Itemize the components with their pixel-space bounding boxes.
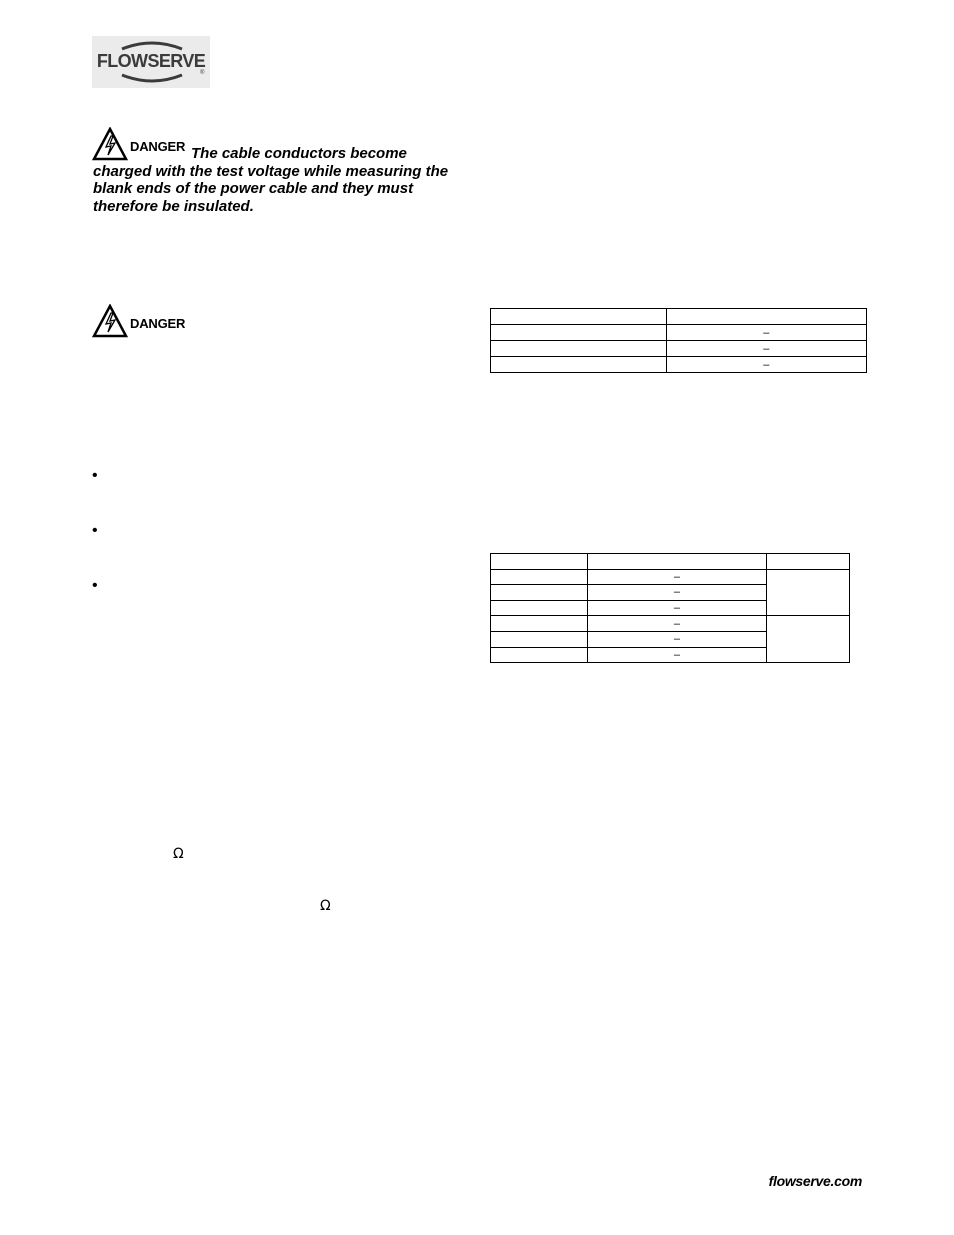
table-2-header-cell <box>767 554 850 570</box>
table-cell <box>491 569 588 585</box>
table-cell <box>666 357 866 373</box>
table-cell <box>666 325 866 341</box>
bullet-3: • <box>92 577 98 594</box>
table-2-header-cell <box>587 554 767 570</box>
table-1-header-cell <box>491 309 667 325</box>
merged-cell <box>767 569 850 616</box>
table-row <box>491 616 850 632</box>
table-cell <box>587 600 767 616</box>
table-1 <box>490 308 867 373</box>
merged-cell <box>767 616 850 663</box>
table-cell <box>666 341 866 357</box>
danger-label-2: DANGER <box>130 316 186 331</box>
dash-mark: – <box>763 342 770 355</box>
table-cell <box>587 631 767 647</box>
high-voltage-warning-icon <box>92 304 128 338</box>
bullet-2: • <box>92 522 98 539</box>
footer-website[interactable]: flowserve.com <box>768 1173 862 1189</box>
table-cell <box>491 341 667 357</box>
dash-mark: – <box>673 586 681 599</box>
warning-line-1: The cable conductors become <box>191 145 407 162</box>
table-cell <box>491 585 588 601</box>
table-cell <box>587 569 767 585</box>
table-1-header-cell <box>666 309 866 325</box>
table-cell <box>491 600 588 616</box>
dash-mark: – <box>763 358 770 371</box>
table-2 <box>490 553 850 663</box>
dash-mark: – <box>673 602 681 615</box>
dash-mark: – <box>673 648 681 661</box>
bullet-1: • <box>92 467 98 484</box>
table-row <box>491 357 867 373</box>
table-cell <box>587 585 767 601</box>
table-row <box>491 325 867 341</box>
table-row <box>491 341 867 357</box>
danger-warning-2 <box>92 304 128 343</box>
dash-mark: – <box>673 633 681 646</box>
table-cell <box>491 647 588 663</box>
table-cell <box>587 647 767 663</box>
table-2-header-row <box>491 554 850 570</box>
warning-line-rest: charged with the test voltage while measuring the blank ends of the power cable and they must therefore be insulated. <box>93 162 449 216</box>
logo-wordmark: FLOWSERVE <box>96 51 206 71</box>
dash-mark: – <box>763 326 770 339</box>
flowserve-logo <box>92 36 210 88</box>
omega-symbol-2: Ω <box>320 898 331 914</box>
danger-warning-text <box>93 145 473 216</box>
registered-mark: ® <box>200 70 205 76</box>
table-cell <box>491 631 588 647</box>
table-row <box>491 569 850 585</box>
table-cell <box>491 616 588 632</box>
danger-label-1: DANGER <box>130 139 186 154</box>
dash-mark: – <box>673 570 681 583</box>
dash-mark: – <box>673 617 681 630</box>
table-cell <box>491 357 667 373</box>
table-1-header-row <box>491 309 867 325</box>
table-cell <box>587 616 767 632</box>
table-cell <box>491 325 667 341</box>
omega-symbol-1: Ω <box>173 846 184 862</box>
table-2-header-cell <box>491 554 588 570</box>
